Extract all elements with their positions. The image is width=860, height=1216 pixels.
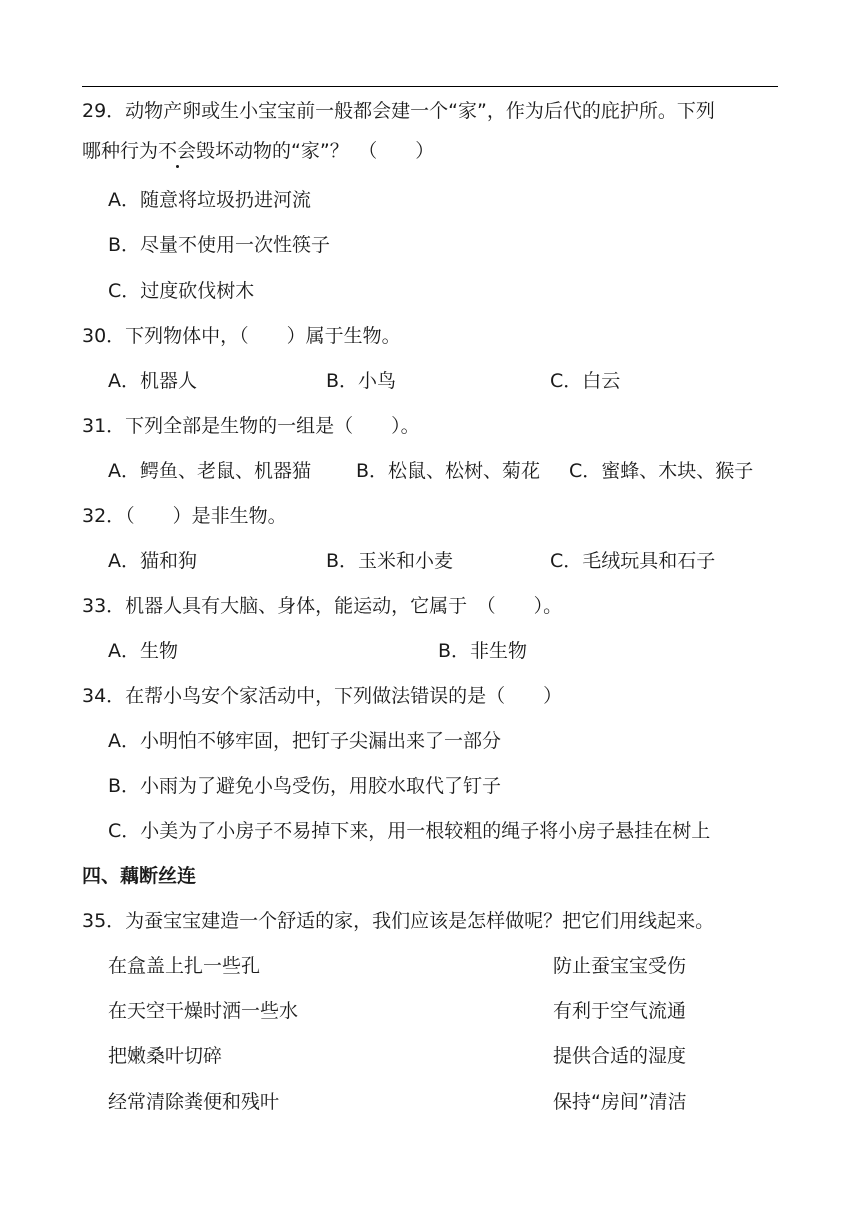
q30-stem: 30．下列物体中，（ ）属于生物。 <box>82 325 401 347</box>
q30-option-a: A．机器人 <box>108 370 197 392</box>
q35-left-item: 把嫩桑叶切碎 <box>108 1045 223 1067</box>
q29-option-b: B．尽量不使用一次性筷子 <box>108 234 331 256</box>
q35-left-item: 在盒盖上扎一些孔 <box>108 955 261 977</box>
q35-right-item: 防止蚕宝宝受伤 <box>553 955 687 977</box>
q30-option-c: C．白云 <box>550 370 621 392</box>
q32-option-c: C．毛绒玩具和石子 <box>550 550 716 572</box>
q30-option-b: B．小鸟 <box>326 370 397 392</box>
q29-stem-line2: 哪种行为不会毁坏动物的“家”？ （ ） <box>82 140 435 162</box>
q35-left-item: 在天空干燥时洒一些水 <box>108 1000 299 1022</box>
q32-option-a: A．猫和狗 <box>108 550 197 572</box>
q29-stem-line1: 29．动物产卵或生小宝宝前一般都会建一个“家”，作为后代的庇护所。下列 <box>82 100 715 122</box>
q35-stem: 35．为蚕宝宝建造一个舒适的家，我们应该是怎样做呢？把它们用线起来。 <box>82 910 715 932</box>
q29-option-a: A．随意将垃圾扔进河流 <box>108 189 311 211</box>
q31-stem: 31．下列全部是生物的一组是（ ）。 <box>82 415 420 437</box>
q31-option-b: B．松鼠、松树、菊花 <box>356 460 541 482</box>
q31-option-a: A．鳄鱼、老鼠、机器猫 <box>108 460 311 482</box>
section-heading: 四、藕断丝连 <box>82 865 197 887</box>
q35-right-item: 保持“房间”清洁 <box>553 1091 687 1113</box>
q33-stem: 33．机器人具有大脑、身体，能运动，它属于 （ ）。 <box>82 595 563 617</box>
q35-right-item: 提供合适的湿度 <box>553 1045 687 1067</box>
q32-stem: 32．（ ）是非生物。 <box>82 505 287 527</box>
q34-stem: 34．在帮小鸟安个家活动中，下列做法错误的是（ ） <box>82 685 563 707</box>
q34-option-b: B．小雨为了避免小鸟受伤，用胶水取代了钉子 <box>108 775 502 797</box>
q35-left-item: 经常清除粪便和残叶 <box>108 1091 280 1113</box>
q35-right-item: 有利于空气流通 <box>553 1000 687 1022</box>
q31-option-c: C．蜜蜂、木块、猴子 <box>569 460 754 482</box>
q32-option-b: B．玉米和小麦 <box>326 550 454 572</box>
q34-option-a: A．小明怕不够牢固，把钉子尖漏出来了一部分 <box>108 730 501 752</box>
header-rule <box>82 86 778 87</box>
q29-option-c: C．过度砍伐树木 <box>108 280 255 302</box>
emphasis-dots: 不会 <box>158 140 197 162</box>
q33-option-a: A．生物 <box>108 640 178 662</box>
q34-option-c: C．小美为了小房子不易掉下来，用一根较粗的绳子将小房子悬挂在树上 <box>108 820 711 842</box>
q33-option-b: B．非生物 <box>438 640 528 662</box>
